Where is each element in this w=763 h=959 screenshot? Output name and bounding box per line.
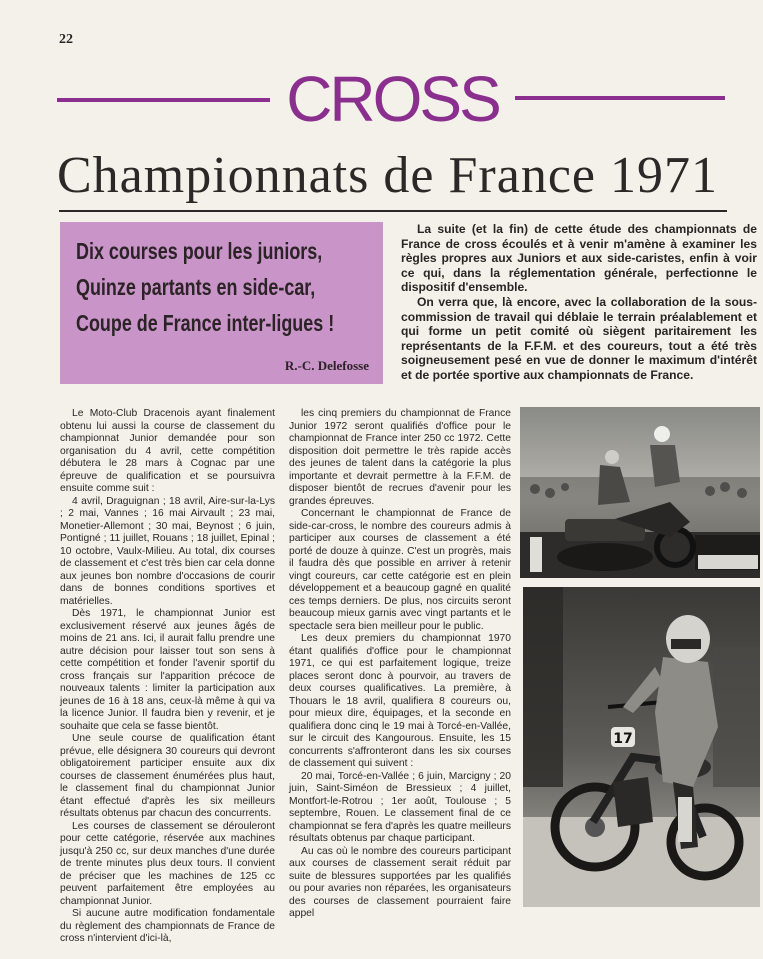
body-paragraph: 4 avril, Draguignan ; 18 avril, Aire-sur-la-Lys ; 2 mai, Vannes ; 16 mai Airvault ; 23 mai, Monetier-Allemont ; 30 mai, Beynost ; 6 juin, Pontigné ; 11 juillet, Rouans ; 18 juillet, Epinal ; 10 octobre, Vaulx-Milieu. Au total, dix courses de classement et c'est très bien car cela donne aux jeunes bon nombre d'occasions de courir dans de bonnes conditions sportives et matérielles. <box>60 495 275 607</box>
text-column-1 <box>60 408 275 946</box>
promo-line: Coupe de France inter-ligues ! <box>76 310 335 336</box>
body-paragraph: les cinq premiers du championnat de France Junior 1972 seront qualifiés d'office pour le championnat de France inter 250 cc 1972. Cette disposition doit permettre le très rapide accès des jeunes de talent dans la catégorie la plus importante et devrait permettre à la F.F.M. de disposer bientôt de recrues d'avenir pour les grandes épreuves. <box>289 408 511 507</box>
body-paragraph: Les deux premiers du championnat 1970 étant qualifiés d'office pour le championnat 1971, ce qui est parfaitement logique, treize places seront donc à pourvoir, au travers de deux courses qualificatives. La première, à Thouars le 18 avril, qualifiera 8 coureurs ou, pour mieux dire, équipages, et la seconde en qualifiera donc cinq le 19 mai à Torcé-en-Vallée, sur le circuit des Kangourous. Ensuite, les 15 concurrents s'affronteront dans les six courses de classement qui suivent : <box>289 633 511 769</box>
body-paragraph: Au cas où le nombre des coureurs participant aux courses de classement serait réduit par suite de blessures supportées par les qualifiés ou pour avaries non réparées, les organisateurs des courses de classement pourraient faire appel <box>289 845 511 919</box>
intro-text <box>401 222 757 383</box>
sidecar-photo <box>520 407 760 578</box>
section-title: CROSS <box>286 63 499 135</box>
promo-box <box>60 222 383 384</box>
race-plate-number: 17 <box>613 731 633 747</box>
body-paragraph: Une seule course de qualification étant prévue, elle désignera 30 coureurs qui devront obligatoirement participer ensuite aux dix courses de classement énumérées plus haut, le classement final du championnat Junior étant effectué d'après les six meilleurs résultats obtenus par chacun des concurrents. <box>60 733 275 819</box>
author-byline: R.-C. Delefosse <box>284 358 369 373</box>
promo-line: Quinze partants en side-car, <box>76 274 316 300</box>
text-column-2 <box>289 408 511 921</box>
section-rule-right <box>515 96 725 100</box>
intro-paragraph: On verra que, là encore, avec la collaboration de la sous-commission de travail qui déblaie le terrain préalablement et qui forme un petit comité où siègent paritairement les représentants de la F.F.M. et des coureurs, tout a été très soigneusement pesé en vue de donner le maximum d'intérêt et de portée sportive aux championnats de France. <box>401 294 757 382</box>
body-paragraph: Le Moto-Club Dracenois ayant finalement obtenu lui aussi la course de classement du championnat Junior demandée pour son organisation du 4 avril, cette compétition débutera le 28 mars à Cognac par une épreuve de qualification et se poursuivra ensuite comme suit : <box>60 408 275 494</box>
intro-paragraph: La suite (et la fin) de cette étude des championnats de France de cross écoulés et à venir m'amène à examiner les règles propres aux Juniors et aux side-caristes, enfin à voir ce qui, dans la réglementation générale, perfectionne le dispositif d'ensemble. <box>401 222 757 295</box>
body-paragraph: Concernant le championnat de France de side-car-cross, le nombre des coureurs admis à participer aux courses de classement a été porté de douze à quinze. C'est un progrès, mais il faudra dès que possible en arriver à retenir vingt coureurs, car cette catégorie est en plein développement et a beaucoup gagné en qualité ces temps derniers. De plus, nos circuits seront beaucoup mieux garnis avec vingt partants et le spectacle sera bien meilleur pour le public. <box>289 508 511 632</box>
motocross-rider-photo <box>523 587 760 907</box>
title-rule <box>59 210 727 212</box>
article-title: Championnats de France 1971 <box>57 147 718 204</box>
section-rule-left <box>57 98 270 102</box>
promo-line: Dix courses pour les juniors, <box>76 238 323 264</box>
page-number: 22 <box>59 32 73 47</box>
body-paragraph: Les courses de classement se dérouleront pour cette catégorie, réservée aux machines jusqu'à 250 cc, sur deux manches d'une durée de trente minutes plus deux tours. Il convient de préciser que les machines de 125 cc peuvent parfaitement être employées au championnat Junior. <box>60 820 275 907</box>
body-paragraph: 20 mai, Torcé-en-Vallée ; 6 juin, Marcigny ; 20 juin, Saint-Siméon de Bressieux ; 4 juillet, Montfort-le-Rotrou ; 1er août, Toulouse ; 5 septembre, Rouen. Le classement final de ce championnat se fera d'après les quatre meilleurs résultats obtenus par chaque participant. <box>289 770 511 844</box>
body-paragraph: Si aucune autre modification fondamentale du règlement des championnats de France de cross n'intervient d'ici-là, <box>60 908 275 944</box>
body-paragraph: Dès 1971, le championnat Junior est exclusivement réservé aux jeunes âgés de moins de 21 ans. Ici, il aurait fallu prendre une autre décision pour laisser tout son sens à cette compétition et fonder l'avenir sportif du cross français sur l'apparition précoce de nouveaux talents : limiter la participation aux jeunes de 16 à 18 ans, ceux-là même à qui va la licence Junior. Il faudra bien y revenir, et je souhaite que cela se fasse bientôt. <box>60 608 275 732</box>
